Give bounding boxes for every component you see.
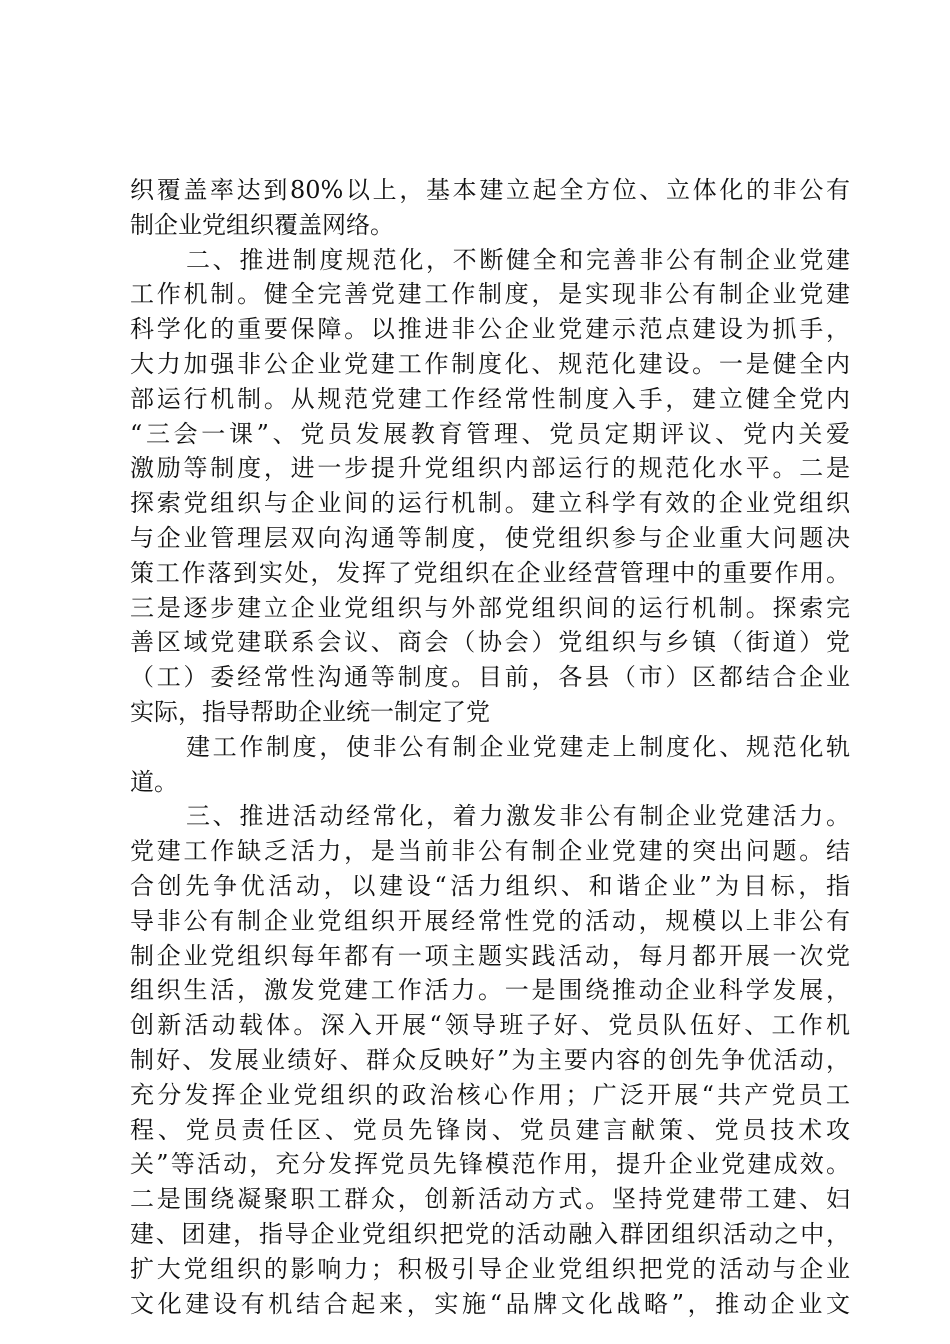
text-line: 制企业党组织每年都有一项主题实践活动，每月都开展一次党 (130, 941, 850, 970)
text-line: 制好、发展业绩好、群众反映好”为主要内容的创先争优活动， (130, 1045, 850, 1074)
text-line: 二是围绕凝聚职工群众，创新活动方式。坚持党建带工建、妇 (130, 1185, 850, 1214)
text-line: 创新活动载体。深入开展“领导班子好、党员队伍好、工作机 (130, 1011, 850, 1040)
text-line: 关”等活动，充分发挥党员先锋模范作用，提升企业党建成效。 (130, 1150, 850, 1179)
text-line: 建、团建，指导企业党组织把党的活动融入群团组织活动之中， (130, 1219, 850, 1248)
text-line: 探索党组织与企业间的运行机制。建立科学有效的企业党组织 (130, 489, 850, 518)
text-line: 善区域党建联系会议、商会（协会）党组织与乡镇（街道）党 (130, 628, 850, 657)
text-line: 大力加强非公企业党建工作制度化、规范化建设。一是健全内 (130, 349, 850, 378)
text-line: 部运行机制。从规范党建工作经常性制度入手，建立健全党内 (130, 384, 850, 413)
text-line: 道。 (130, 767, 178, 796)
text-line: 充分发挥企业党组织的政治核心作用；广泛开展“共产党员工 (130, 1080, 850, 1109)
text-line: 组织生活，激发党建工作活力。一是围绕推动企业科学发展， (130, 976, 850, 1005)
text-line: 建工作制度，使非公有制企业党建走上制度化、规范化轨 (186, 732, 850, 761)
text-line: “三会一课”、党员发展教育管理、党员定期评议、党内关爱 (130, 419, 850, 448)
text-line: 策工作落到实处，发挥了党组织在企业经营管理中的重要作用。 (130, 558, 850, 587)
text-line: 合创先争优活动，以建设“活力组织、和谐企业”为目标，指 (130, 871, 850, 900)
text-line: 导非公有制企业党组织开展经常性党的活动，规模以上非公有 (130, 906, 850, 935)
text-line: 实际，指导帮助企业统一制定了党 (130, 697, 490, 726)
text-line: 三是逐步建立企业党组织与外部党组织间的运行机制。探索完 (130, 593, 850, 622)
text-line: 程、党员责任区、党员先锋岗、党员建言献策、党员技术攻 (130, 1115, 850, 1144)
text-line: 激励等制度，进一步提升党组织内部运行的规范化水平。二是 (130, 454, 850, 483)
text-line: 织覆盖率达到80%以上，基本建立起全方位、立体化的非公有 (130, 176, 850, 204)
text-line: （工）委经常性沟通等制度。目前，各县（市）区都结合企业 (130, 663, 850, 692)
document-body-text (130, 173, 850, 1321)
text-line: 制企业党组织覆盖网络。 (130, 210, 394, 239)
text-line: 党建工作缺乏活力，是当前非公有制企业党建的突出问题。结 (130, 837, 850, 866)
text-line: 扩大党组织的影响力；积极引导企业党组织把党的活动与企业 (130, 1254, 850, 1283)
text-line: 科学化的重要保障。以推进非公企业党建示范点建设为抓手， (130, 315, 850, 344)
text-line: 文化建设有机结合起来，实施“品牌文化战略”，推动企业文 (130, 1289, 850, 1318)
text-line: 工作机制。健全完善党建工作制度，是实现非公有制企业党建 (130, 280, 850, 309)
text-line: 三、推进活动经常化，着力激发非公有制企业党建活力。 (186, 802, 850, 831)
text-line: 与企业管理层双向沟通等制度，使党组织参与企业重大问题决 (130, 523, 850, 552)
text-line: 二、推进制度规范化，不断健全和完善非公有制企业党建 (186, 245, 850, 274)
